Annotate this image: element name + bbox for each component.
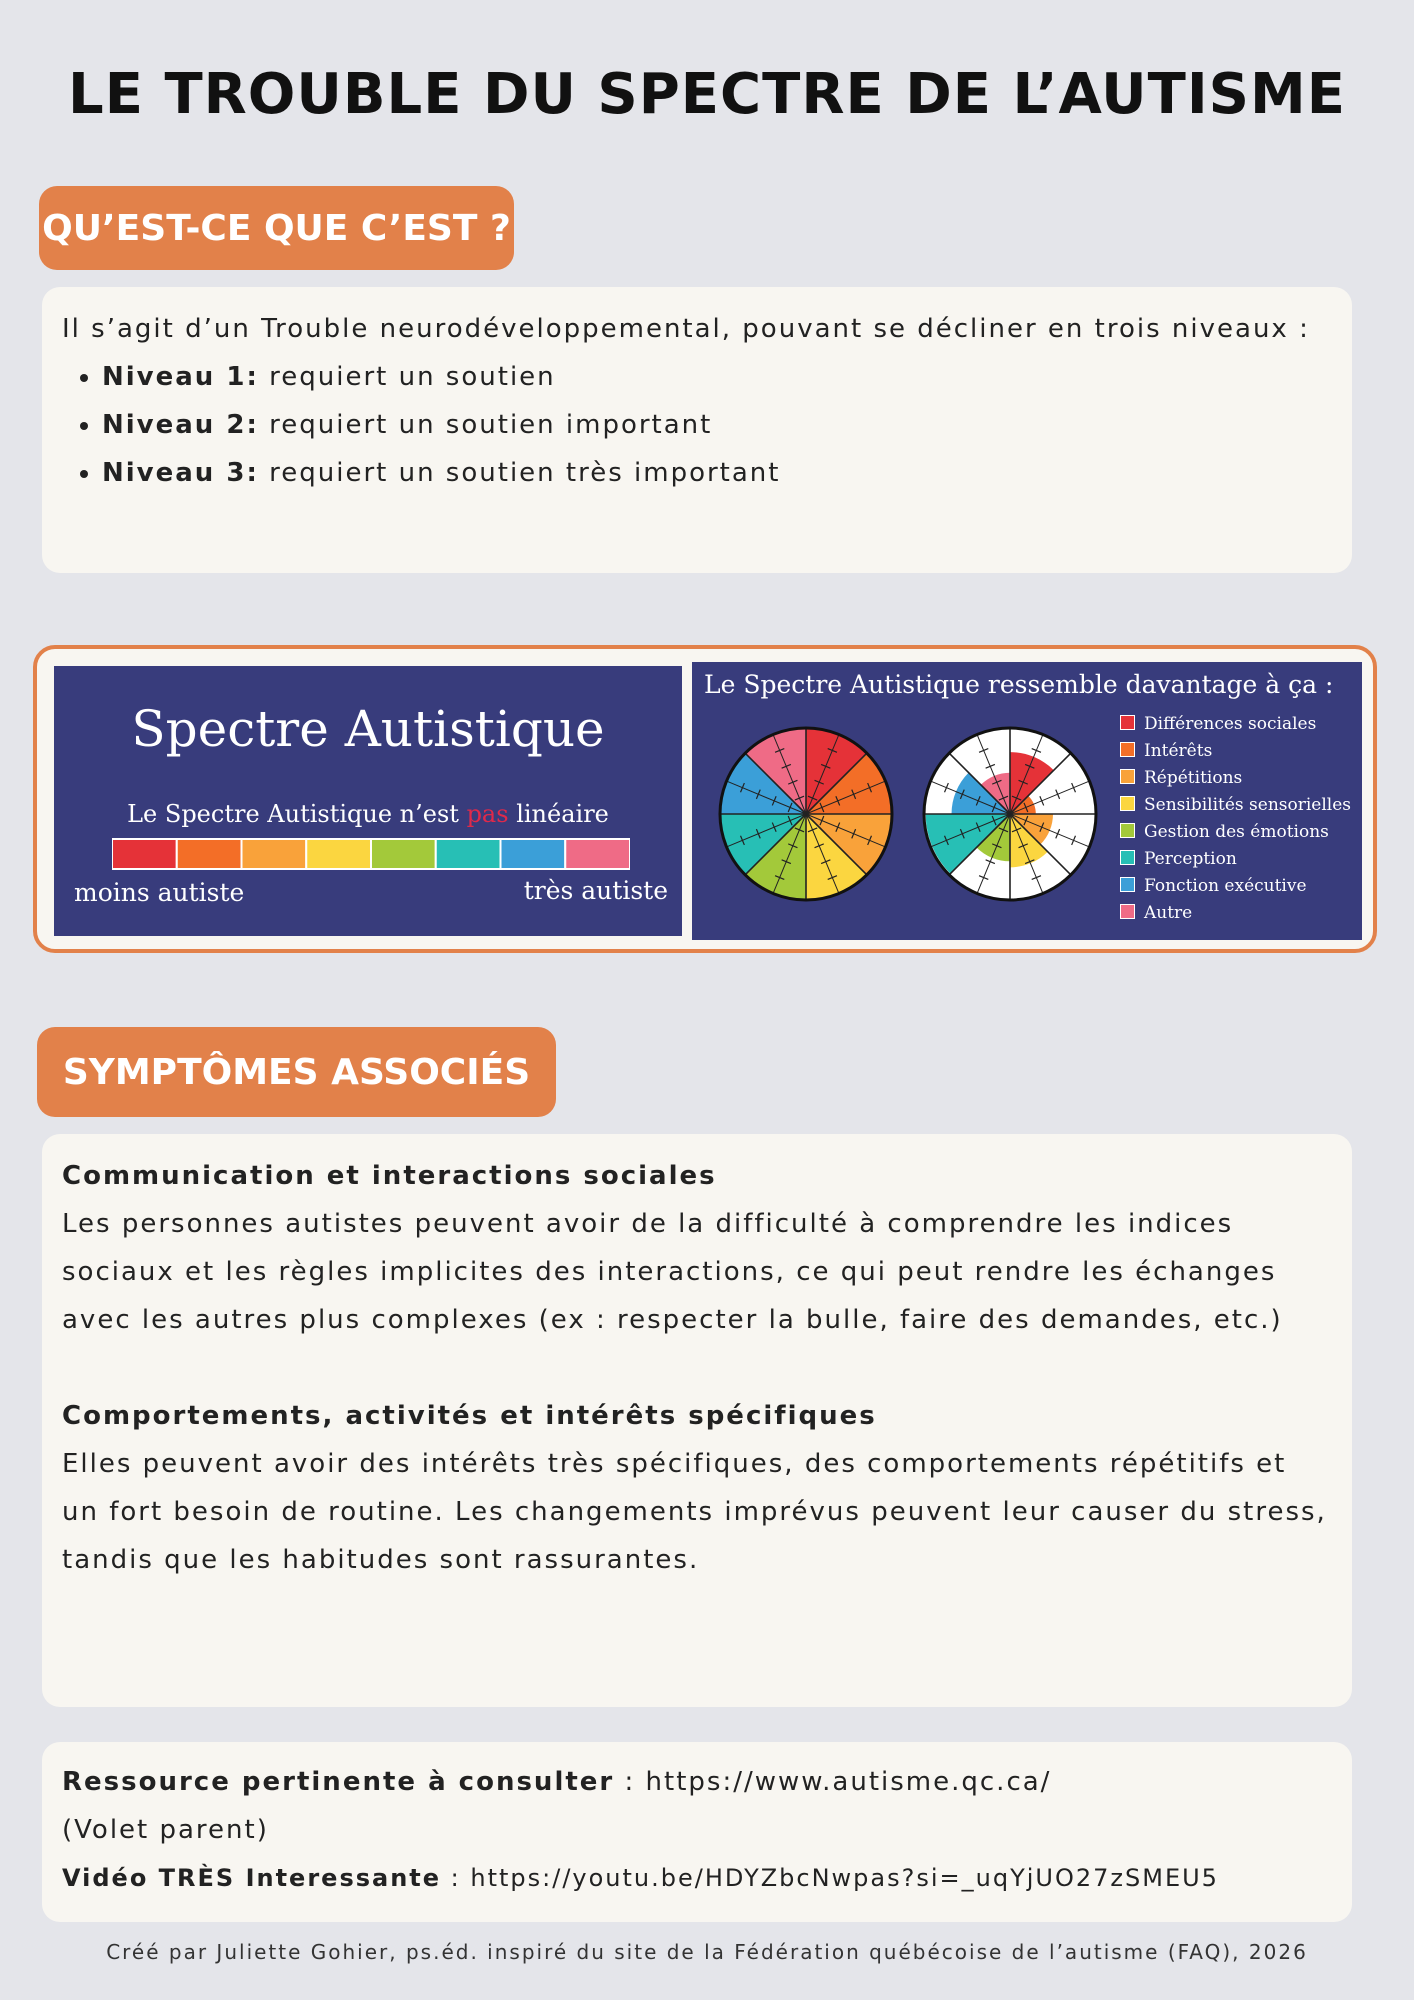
legend-item	[1120, 876, 1307, 896]
legend-swatch	[1120, 796, 1135, 811]
video-link[interactable]: https://youtu.be/HDYZbcNwpas?si=_uqYjUO27zSMEU5	[470, 1864, 1219, 1892]
wheel-panel-title: Le Spectre Autistique ressemble davantage à ça :	[704, 670, 1334, 699]
legend-label: Gestion des émotions	[1144, 822, 1329, 842]
spectrum-bar-segment	[242, 839, 307, 869]
spectrum-bar-segment	[436, 839, 501, 869]
section-heading-what-is-it	[39, 186, 514, 270]
linear-spectrum-bar	[112, 838, 630, 870]
legend-item	[1120, 795, 1351, 815]
spectrum-bar-segment	[371, 839, 436, 869]
behaviour-text: Elles peuvent avoir des intérêts très spécifiques, des comportements répétitifs et un fort besoin de routine. Les changements imprévus peuvent leur causer du stress, tandis que les habitudes sont rassurantes.	[62, 1449, 1327, 1575]
credits-footer: Créé par Juliette Gohier, ps.éd. inspiré du site de la Fédération québécoise de l’autisme (FAQ), 2026	[106, 1940, 1308, 1964]
video-line: Vidéo TRÈS Interessante : https://youtu.be/HDYZbcNwpas?si=_uqYjUO27zSMEU5	[62, 1864, 1219, 1892]
wheel-spectrum-panel	[692, 662, 1362, 940]
legend-item	[1120, 741, 1212, 761]
spectrum-bar-segment	[177, 839, 242, 869]
legend-swatch	[1120, 742, 1135, 757]
legend-swatch	[1120, 715, 1135, 730]
definition-intro: Il s’agit d’un Trouble neurodéveloppemental, pouvant se décliner en trois niveaux :	[62, 314, 1310, 344]
legend-swatch	[1120, 877, 1135, 892]
spectrum-bar-segment	[565, 839, 630, 869]
more-autistic-label: très autiste	[523, 876, 668, 905]
legend-item	[1120, 714, 1316, 734]
resource-line: Ressource pertinente à consulter : https://www.autisme.qc.ca/	[62, 1767, 1052, 1797]
legend-label: Perception	[1144, 849, 1237, 869]
legend-label: Autre	[1144, 903, 1193, 923]
resource-label: Ressource pertinente à consulter	[62, 1767, 615, 1797]
linear-spectrum-panel	[54, 666, 682, 936]
spectrum-figure	[33, 645, 1377, 953]
linear-panel-title: Spectre Autistique	[131, 700, 605, 758]
legend-item	[1120, 903, 1192, 923]
legend-item	[1120, 849, 1237, 869]
definition-card	[42, 287, 1352, 573]
legend-swatch	[1120, 850, 1135, 865]
communication-heading: Communication et interactions sociales	[62, 1161, 717, 1191]
legend-label: Répétitions	[1144, 768, 1243, 788]
resources-card	[42, 1742, 1352, 1922]
communication-text: Les personnes autistes peuvent avoir de la difficulté à comprendre les indices sociaux et les règles implicites des interactions, ce qui peut rendre les échanges avec les autres plus complexes (ex : respecter la bulle, faire des demandes, etc.)	[62, 1209, 1283, 1335]
section-heading-label: SYMPTÔMES ASSOCIÉS	[62, 1051, 531, 1093]
legend-item	[1120, 822, 1329, 842]
less-autistic-label: moins autiste	[74, 878, 245, 907]
legend-swatch	[1120, 769, 1135, 784]
legend-label: Différences sociales	[1144, 714, 1317, 734]
list-item: • Niveau 3: requiert un soutien très important	[102, 449, 1337, 497]
legend-item	[1120, 768, 1242, 788]
spectrum-legend	[1120, 714, 1356, 934]
levels-list	[62, 353, 1337, 497]
legend-label: Fonction exécutive	[1144, 876, 1307, 896]
list-item: • Niveau 2: requiert un soutien important	[102, 401, 1337, 449]
full-spectrum-wheel	[716, 724, 896, 904]
spectrum-bar-segment	[501, 839, 566, 869]
legend-label: Sensibilités sensorielles	[1144, 795, 1352, 815]
behaviour-heading: Comportements, activités et intérêts spécifiques	[62, 1401, 877, 1431]
section-heading-symptoms	[37, 1027, 556, 1117]
legend-swatch	[1120, 823, 1135, 838]
spectrum-bar-segment	[306, 839, 371, 869]
linear-panel-subtitle: Le Spectre Autistique n’est pas linéaire	[127, 800, 609, 828]
spectrum-bar-segment	[112, 839, 177, 869]
resource-link[interactable]: https://www.autisme.qc.ca/	[645, 1767, 1052, 1797]
profile-spectrum-wheel	[920, 724, 1100, 904]
legend-label: Intérêts	[1144, 741, 1213, 761]
section-heading-label: QU’EST-CE QUE C’EST ?	[42, 207, 511, 249]
list-item: • Niveau 1: requiert un soutien	[102, 353, 1337, 401]
legend-swatch	[1120, 904, 1135, 919]
video-label: Vidéo TRÈS Interessante	[62, 1864, 442, 1892]
page-title: LE TROUBLE DU SPECTRE DE L’AUTISME	[68, 62, 1346, 127]
symptoms-card	[42, 1134, 1352, 1707]
resource-note: (Volet parent)	[62, 1815, 269, 1845]
